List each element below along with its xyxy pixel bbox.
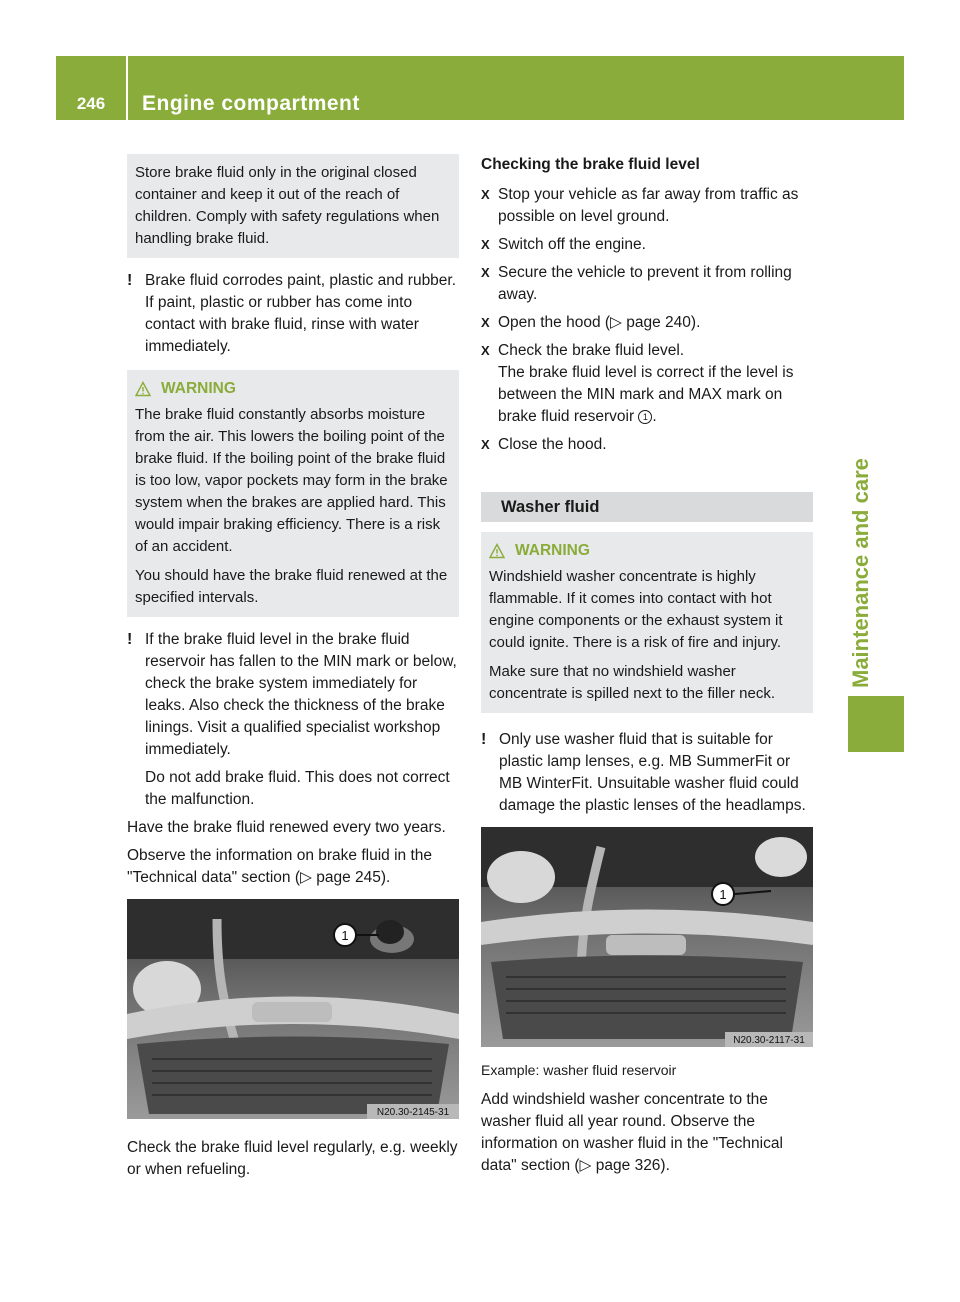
paragraph-washer-info: Add windshield washer concentrate to the washer fluid all year round. Observe the information on washer fluid in the "Technical data" section (▷ page 326). — [481, 1091, 783, 1174]
subsection-heading: Checking the brake fluid level — [481, 156, 700, 173]
reference-marker-icon: 1 — [638, 410, 652, 424]
page-title: Engine compartment — [142, 92, 360, 115]
notice-text: Brake fluid corrodes paint, plastic and rubber. If paint, plastic or rubber has come into contact with brake fluid, rinse with water immediately. — [145, 272, 457, 355]
exclamation-icon: ! — [481, 731, 487, 748]
warning-text: Windshield washer concentrate is highly flammable. If it comes into contact with hot engine components or the exhaust system it could ignite. There is a risk of fire and injury. — [489, 568, 783, 651]
page-number: 246 — [76, 94, 106, 113]
paragraph-renew: Have the brake fluid renewed every two years. — [127, 819, 446, 836]
step-arrow-icon: X — [481, 187, 490, 202]
storage-note: Store brake fluid only in the original closed container and keep it out of the reach of children. Comply with safety regulations when handling brake fluid. — [135, 164, 440, 247]
step-item: X Secure the vehicle to prevent it from rolling away. — [481, 264, 792, 303]
paragraph-check-regularly: Check the brake fluid level regularly, e.g. weekly or when refueling. — [127, 1139, 458, 1178]
notice-text: Only use washer fluid that is suitable for plastic lamp lenses, e.g. MB SummerFit or MB WinterFit. Unsuitable washer fluid could damage the plastic lenses of the headlamps. — [499, 731, 806, 814]
storage-note-box — [127, 154, 459, 258]
photo-marker-1: 1 — [341, 928, 349, 943]
warning-box — [481, 532, 813, 713]
step-item: X Stop your vehicle as far away from traffic as possible on level ground. — [481, 186, 799, 225]
right-column — [481, 148, 813, 1183]
notice-text: If the brake fluid level in the brake fluid reservoir has fallen to the MIN mark or below, check the brake system immediately for leaks. Also check the thickness of the brake linings. Visit a qualified specialist workshop immediately. — [145, 631, 457, 758]
step-arrow-icon: X — [481, 315, 490, 330]
header-divider — [126, 56, 128, 120]
side-tab-label: Maintenance and care — [848, 458, 873, 688]
warning-text-2: You should have the brake fluid renewed at the specified intervals. — [135, 567, 448, 606]
step-arrow-icon: X — [481, 265, 490, 280]
paragraph-technical-data: Observe the information on brake fluid in the "Technical data" section (▷ page 245). — [127, 847, 433, 886]
notice-text-2: Do not add brake fluid. This does not correct the malfunction. — [145, 769, 450, 808]
warning-heading — [135, 378, 451, 400]
step-arrow-icon: X — [481, 237, 490, 252]
exclamation-icon: ! — [127, 631, 133, 648]
page-header — [56, 56, 904, 120]
left-column — [127, 148, 459, 1187]
warning-triangle-icon — [135, 381, 151, 397]
warning-title: WARNING — [161, 380, 236, 397]
photo-caption: Example: washer fluid reservoir — [481, 1062, 677, 1078]
notice-paint — [127, 270, 459, 358]
step-detail: The brake fluid level is correct if the level is between the MIN mark and MAX mark on brake fluid reservoir 1 . — [498, 364, 794, 425]
notice-washer — [481, 729, 813, 817]
step-item: X Switch off the engine. — [481, 234, 813, 256]
engine-photo-washer — [481, 827, 813, 1047]
warning-heading — [489, 540, 805, 562]
photo-code: N20.30-2117-31 — [733, 1035, 805, 1046]
warning-title: WARNING — [515, 542, 590, 559]
warning-text-2: Make sure that no windshield washer concentrate is spilled next to the filler neck. — [489, 663, 775, 702]
step-item: X Close the hood. — [481, 434, 813, 456]
photo-marker-1: 1 — [719, 887, 727, 902]
warning-box — [127, 370, 459, 617]
step-arrow-icon: X — [481, 343, 490, 358]
step-item: X Open the hood (▷ page 240). — [481, 312, 813, 334]
step-arrow-icon: X — [481, 437, 490, 452]
side-tab-block — [848, 696, 904, 752]
exclamation-icon: ! — [127, 272, 133, 289]
side-tab — [848, 136, 904, 752]
warning-text: The brake fluid constantly absorbs moisture from the air. This lowers the boiling point of the brake fluid. If the boiling point of the brake fluid is too low, vapor pockets may form in the brake system when the brakes are applied hard. This would impair braking efficiency. There is a risk of an accident. — [135, 406, 448, 555]
engine-photo-brake — [127, 899, 459, 1119]
step-item: X Check the brake fluid level. — [481, 340, 813, 362]
photo-code: N20.30-2145-31 — [376, 1107, 450, 1118]
section-heading: Washer fluid — [481, 492, 813, 522]
warning-triangle-icon — [489, 543, 505, 559]
notice-level — [127, 629, 459, 761]
